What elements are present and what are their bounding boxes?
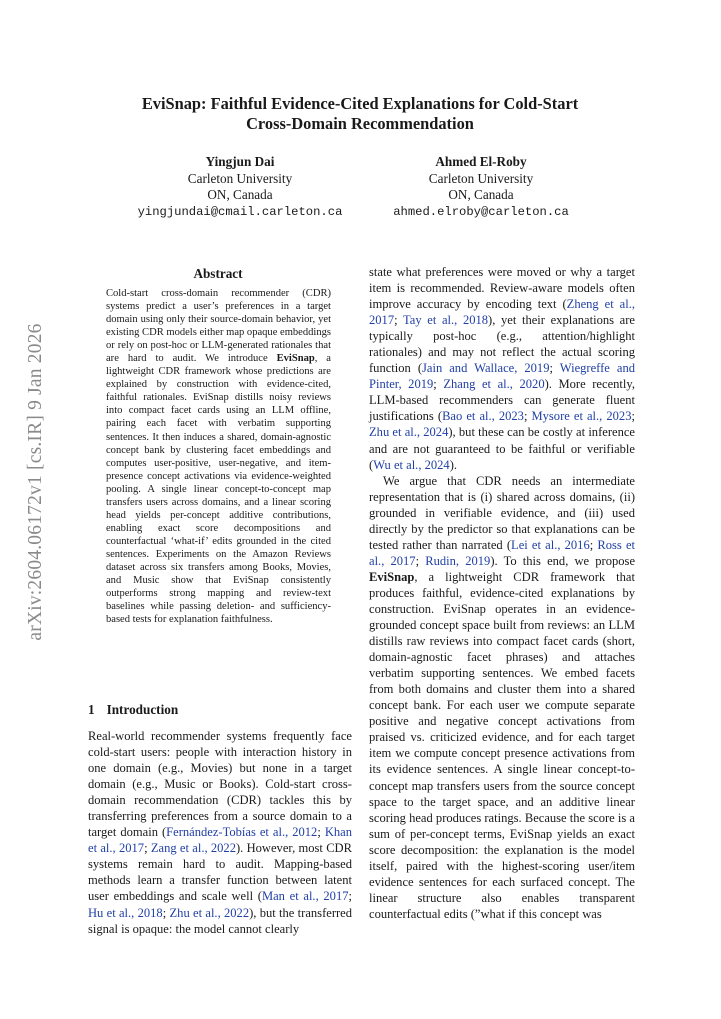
author-name: Ahmed El-Roby xyxy=(435,154,527,169)
separator: ; xyxy=(631,409,635,424)
separator: ; xyxy=(589,537,598,552)
abstract-heading: Abstract xyxy=(193,266,243,281)
body-text: ), but the transferred signal is opaque: the model cannot clearly xyxy=(88,905,353,936)
system-name: EviSnap xyxy=(276,353,315,365)
arxiv-sidebar xyxy=(20,296,52,668)
separator: ; xyxy=(144,841,151,856)
author-location: ON, Canada xyxy=(207,187,273,202)
author-affiliation: Carleton University xyxy=(187,170,293,186)
citation-link[interactable]: Zheng et al., 2017 xyxy=(369,297,635,328)
separator: ; xyxy=(162,905,170,920)
separator: ; xyxy=(433,377,444,392)
author-block-2 xyxy=(351,154,611,220)
section-number: 1 xyxy=(88,702,95,717)
body-text: ), yet their explanations are typically post-hoc (e.g., attention/highlight rationales) and may not reflect the actual scoring function ( xyxy=(369,313,635,376)
citation-link[interactable]: Lei et al., 2016 xyxy=(511,537,590,552)
body-text: ), but these can be costly at inference and are not guaranteed to be faithful or verifiable ( xyxy=(369,425,635,472)
citation-link[interactable]: Zhu et al., 2024 xyxy=(369,425,449,440)
section-heading xyxy=(88,702,178,718)
abstract-body xyxy=(106,287,331,626)
citation-link[interactable]: Hu et al., 2018 xyxy=(88,905,163,920)
citation-link[interactable]: Man et al., 2017 xyxy=(261,889,349,904)
intro-paragraph xyxy=(369,473,635,922)
citation-link[interactable]: Wu et al., 2024 xyxy=(373,457,450,472)
body-text: ). xyxy=(449,457,458,472)
citation-link[interactable]: Khan et al., 2017 xyxy=(88,825,353,856)
separator: ; xyxy=(415,553,426,568)
author-name: Yingjun Dai xyxy=(205,154,275,169)
title-line-2: Cross-Domain Recommendation xyxy=(246,114,474,133)
title-line-1: EviSnap: Faithful Evidence-Cited Explanations for Cold-Start xyxy=(141,94,579,113)
author-email: yingjundai@cmail.carleton.ca xyxy=(137,204,343,219)
citation-link[interactable]: Fernández-Tobías et al., 2012 xyxy=(166,825,318,840)
separator: ; xyxy=(549,361,560,376)
body-text: state what preferences were moved or why a target item is recommended. Review-aware models often improve accuracy by encoding text ( xyxy=(369,265,635,312)
citation-link[interactable]: Jain and Wallace, 2019 xyxy=(422,361,550,376)
intro-paragraph xyxy=(88,728,352,937)
paper-title xyxy=(80,94,640,134)
body-text: ). However, most CDR systems remain hard to audit. Mapping-based methods learn a transfer function between latent user embeddings and scale well ( xyxy=(88,841,352,904)
author-block-1 xyxy=(110,154,370,220)
abstract-text: , a lightweight CDR framework whose predictions are explained by construction with evidence-cited, faithful rationales. EviSnap distills noisy reviews into compact facet cards using an LLM offline, pairing each facet with verbatim supporting sentences. It then induces a shared, domain-agnostic concept bank by clustering facet embeddings and computes user-positive, user-negative, and item-presence concept activations via evidence-weighted pooling. A single linear concept-to-concept map transfers users across domains, and a linear scoring head yields per-concept additive contributions, enabling exact score decompositions and counterfactual ‘what-if’ edits grounded in the cited sentences. Experiments on the Amazon Reviews dataset across six transfers among Books, Movies, and Music show that EviSnap consistently outperforms strong mapping and review-text baselines while passing deletion- and sufficiency-based tests for explanation faithfulness. xyxy=(106,353,331,626)
body-text: We argue that CDR needs an intermediate representation that is (i) shared across domains, (ii) grounded in verifiable evidence, and (iii) used directly by the predictor so that explanations can be tested rather than narrated ( xyxy=(369,473,635,552)
separator: ; xyxy=(394,313,403,328)
intro-right-column xyxy=(369,264,635,922)
citation-link[interactable]: Rudin, 2019 xyxy=(425,553,491,568)
body-text: , a lightweight CDR framework that produces faithful, evidence-cited explanations by construction. EviSnap operates in an evidence-grounded concept space built from reviews: an LLM distills raw reviews into compact facet cards (short, domain-agnostic facet phrases) and attaches verbatim supporting sentences. We embed facets from both domains and cluster them into a shared concept bank. For each user we compute separate positive and negative concept activations from praised vs. criticized evidence, and for each target item we compute concept presence activations from its evidence sentences. A single linear concept-to-concept map transfers users from the source concept space to the target space, and an additive linear scoring head produces ratings. Because the score is a sum of per-concept terms, EviSnap yields an exact score decomposition: the explanation is the model itself, paired with the highest-scoring user/item evidence sentences for each surfaced concept. The linear structure also enables transparent counterfactual edits (”what if this concept was xyxy=(369,569,635,921)
section-title: Introduction xyxy=(106,702,179,717)
system-name: EviSnap xyxy=(369,569,415,584)
separator: ; xyxy=(348,889,352,904)
citation-link[interactable]: Bao et al., 2023 xyxy=(442,409,524,424)
separator: ; xyxy=(523,409,532,424)
author-affiliation: Carleton University xyxy=(428,170,534,186)
citation-link[interactable]: Zang et al., 2022 xyxy=(150,841,236,856)
abstract-text: Cold-start cross-domain recommender (CDR) systems predict a user’s preferences in a target domain using only their source-domain behavior, yet existing CDR models either map opaque embeddings or rely on post-hoc or LLM-generated rationales that are hard to audit. We introduce xyxy=(106,288,331,365)
arxiv-identifier: arXiv:2604.06172v1 [cs.IR] 9 Jan 2026 xyxy=(25,323,46,641)
author-location: ON, Canada xyxy=(448,187,514,202)
author-email: ahmed.elroby@carleton.ca xyxy=(393,204,569,219)
citation-link[interactable]: Zhu et al., 2022 xyxy=(169,905,250,920)
intro-left-column xyxy=(88,728,352,937)
body-text: Real-world recommender systems frequently face cold-start users: people with interaction history in one domain (e.g., Movies) but none in a target domain (e.g., Music or Books). Cold-start cross-domain recommendation (CDR) tackles this by transferring preferences from a source domain to a target domain ( xyxy=(88,729,352,840)
body-text: ). To this end, we propose xyxy=(490,553,636,568)
citation-link[interactable]: Tay et al., 2018 xyxy=(403,313,489,328)
citation-link[interactable]: Wiegreffe and Pinter, 2019 xyxy=(369,361,635,392)
body-text: ). More recently, LLM-based recommenders can generate fluent justifications ( xyxy=(369,377,635,424)
citation-link[interactable]: Zhang et al., 2020 xyxy=(443,377,545,392)
citation-link[interactable]: Mysore et al., 2023 xyxy=(531,409,632,424)
intro-paragraph xyxy=(369,264,635,473)
citation-link[interactable]: Ross et al., 2017 xyxy=(369,537,636,568)
separator: ; xyxy=(317,825,325,840)
